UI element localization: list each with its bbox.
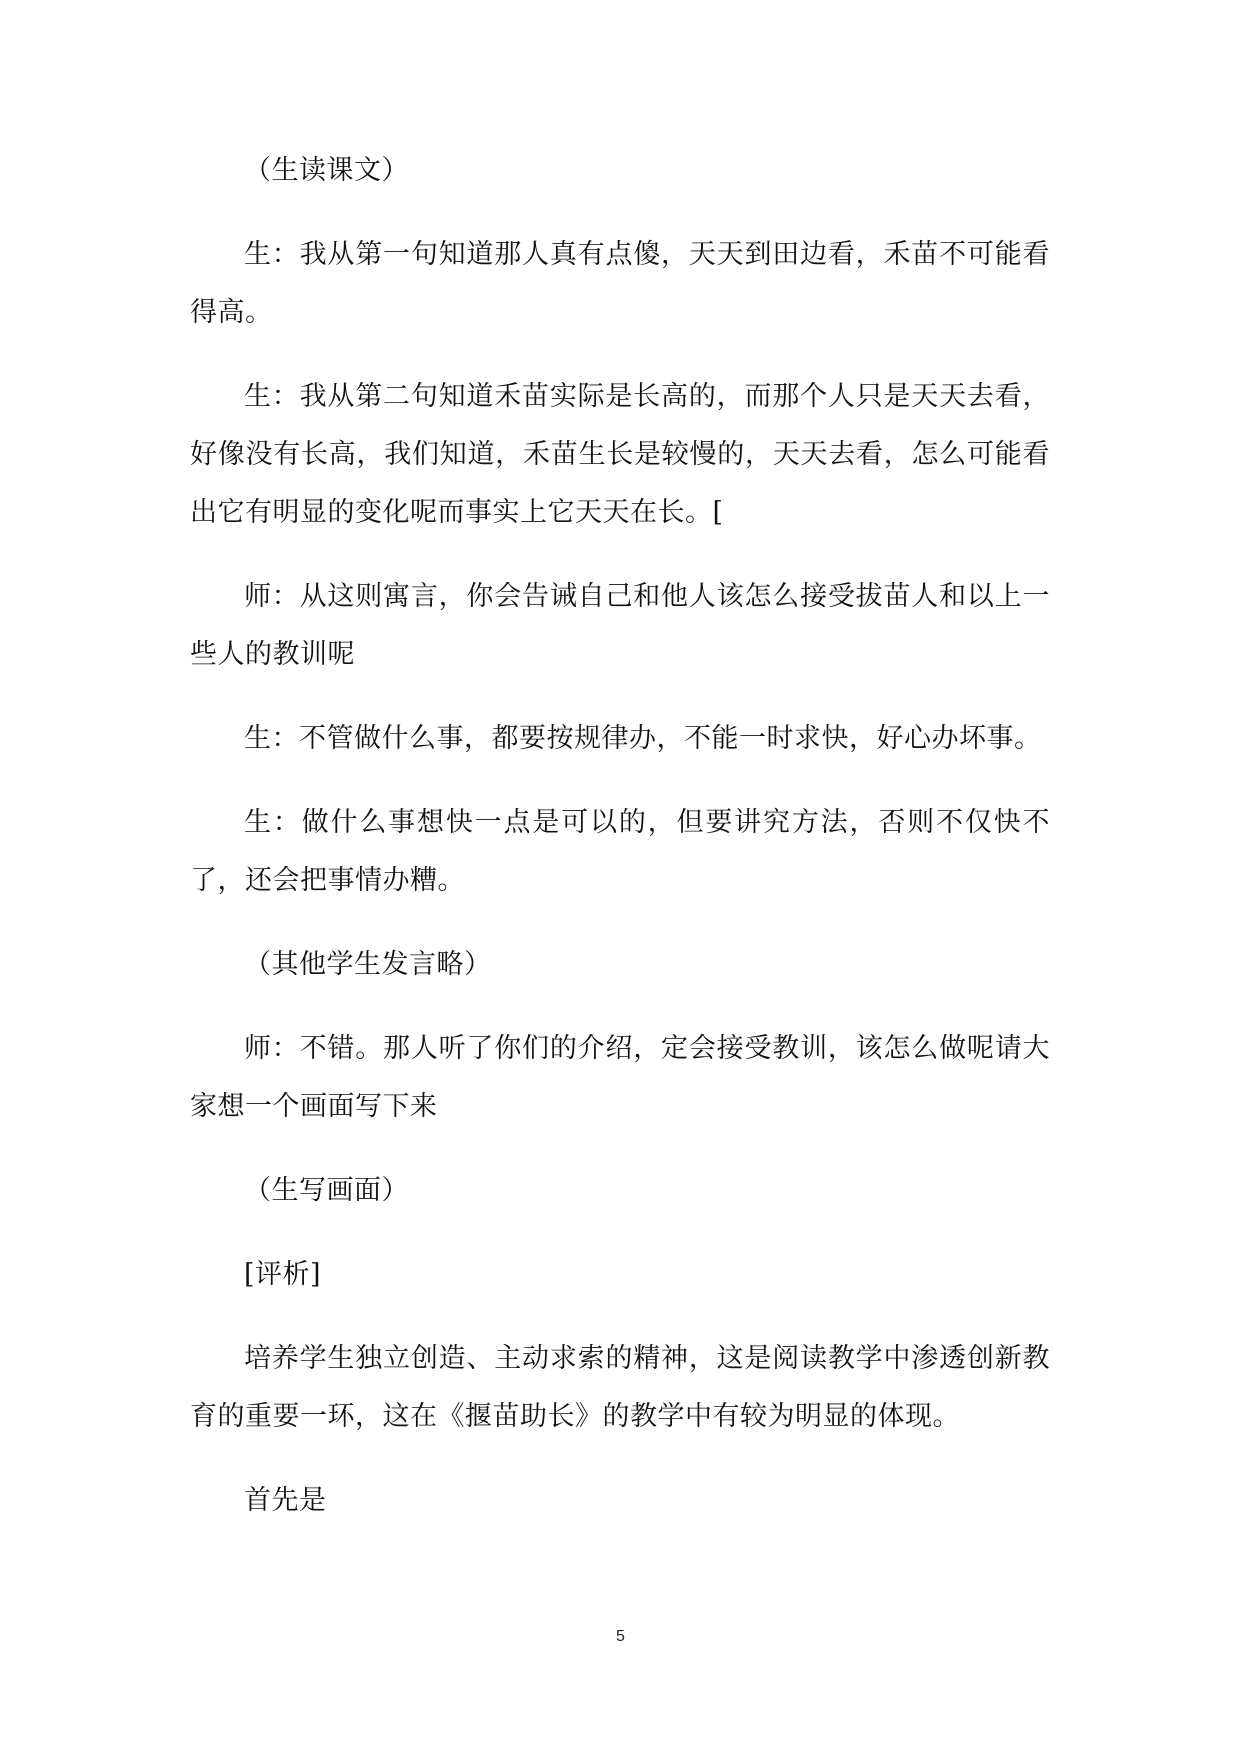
paragraph-student-answer-4: 生：做什么事想快一点是可以的，但要讲究方法，否则不仅快不了，还会把事情办糟。 (190, 807, 1050, 896)
paragraph-student-answer-2: 生：我从第二句知道禾苗实际是长高的，而那个人只是天天去看，好像没有长高，我们知道，禾苗生长是较慢的，天天去看，怎么可能看出它有明显的变化呢而事实上它天天在长。[ (190, 381, 1050, 528)
paragraph-student-writes: （生写画面） (244, 1175, 409, 1206)
paragraph-student-reads: （生读课文） (244, 155, 409, 186)
paragraph-other-students: （其他学生发言略） (244, 949, 492, 980)
paragraph-analysis-heading: [评析] (244, 1259, 322, 1290)
paragraph-first-point: 首先是 (244, 1485, 327, 1516)
document-body (190, 142, 1050, 1530)
paragraph-teacher-question: 师：从这则寓言，你会告诫自己和他人该怎么接受拔苗人和以上一些人的教训呢 (190, 581, 1050, 670)
paragraph-teacher-prompt: 师：不错。那人听了你们的介绍，定会接受教训，该怎么做呢请大家想一个画面写下来 (190, 1033, 1050, 1122)
paragraph-analysis-body: 培养学生独立创造、主动求索的精神，这是阅读教学中渗透创新教育的重要一环，这在《揠苗助长》的教学中有较为明显的体现。 (190, 1343, 1050, 1432)
paragraph-student-answer-3: 生：不管做什么事，都要按规律办，不能一时求快，好心办坏事。 (244, 723, 1042, 754)
page-number: 5 (616, 1628, 625, 1645)
paragraph-student-answer-1: 生：我从第一句知道那人真有点傻，天天到田边看，禾苗不可能看得高。 (190, 239, 1050, 328)
